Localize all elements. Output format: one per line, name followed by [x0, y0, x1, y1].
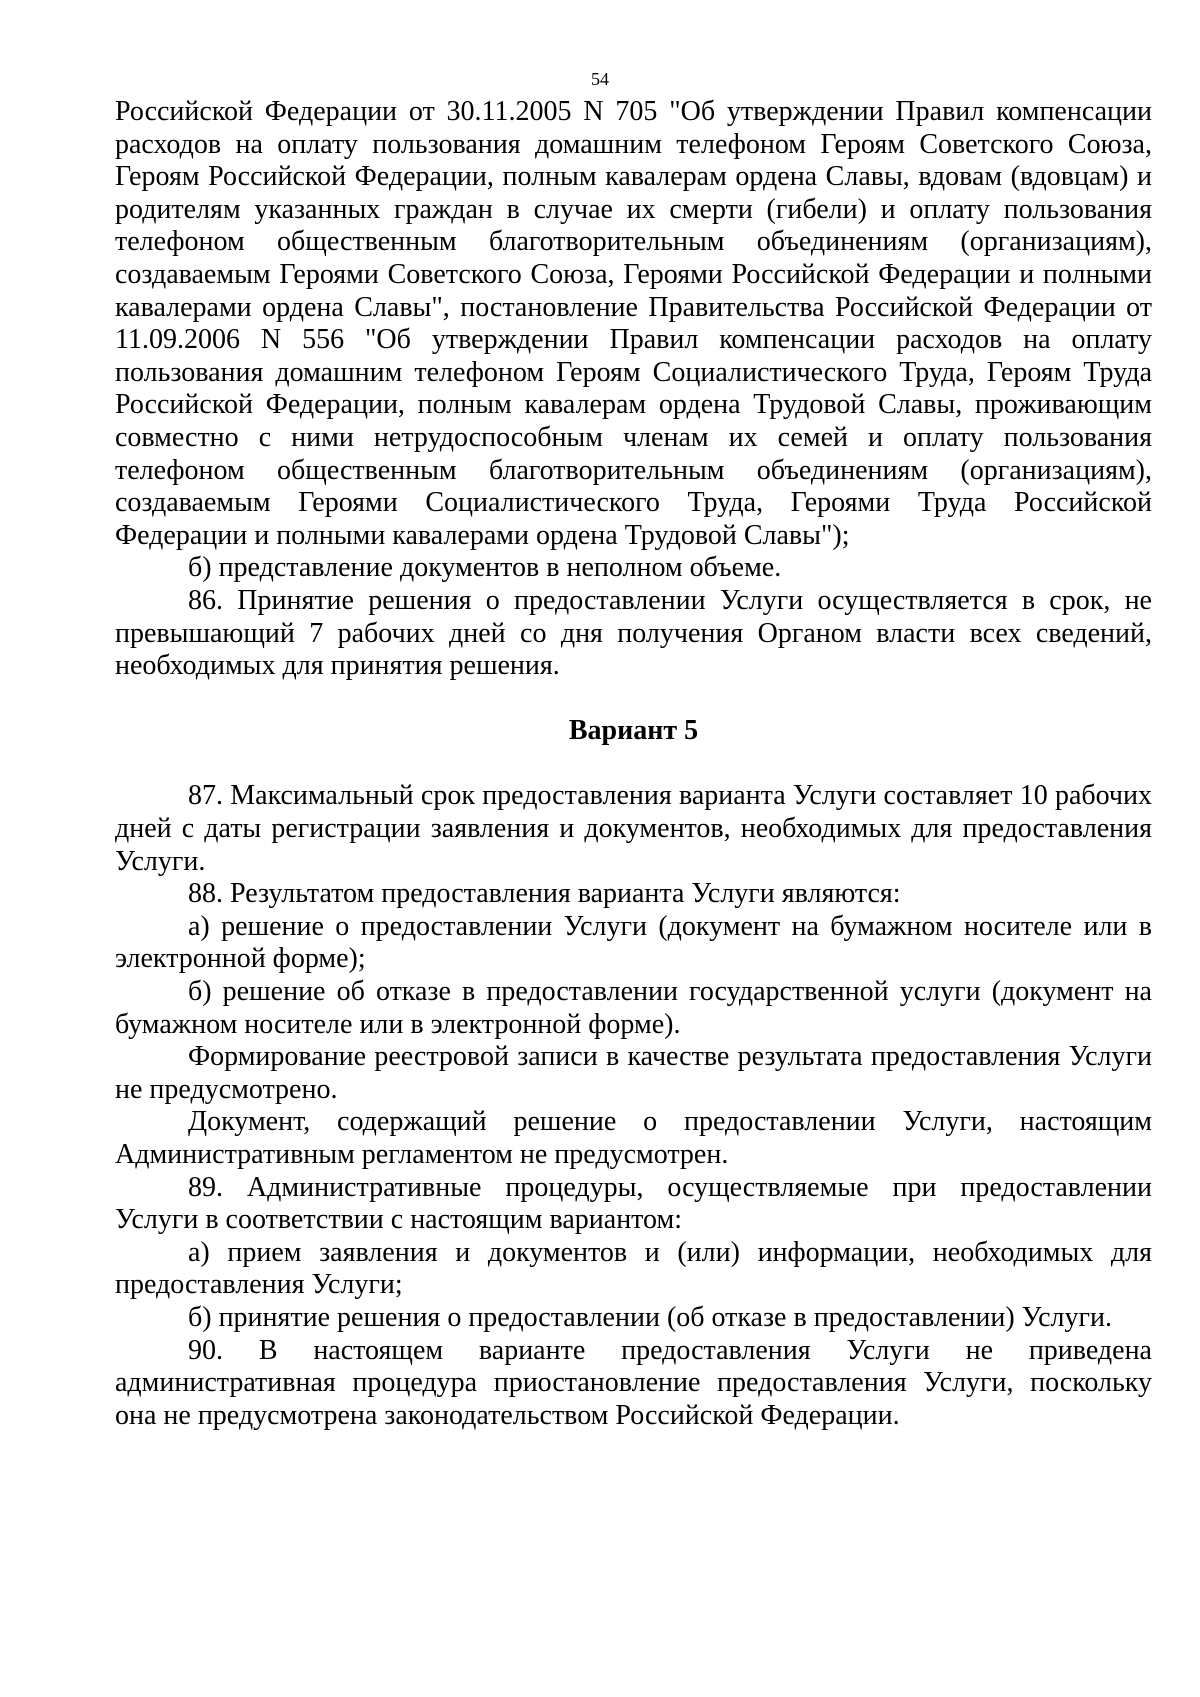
- section-heading-variant-5: Вариант 5: [568, 715, 699, 747]
- paragraph-90: 90. В настоящем варианте предоставления Услуги не приведена административная процедура приостановление предоставления Услуги, поскольку она не предусмотрена законодательством Российской Федерации.: [115, 1334, 1152, 1431]
- paragraph-b-incomplete-documents: б) представление документов в неполном объеме.: [188, 552, 782, 584]
- paragraph-87: 87. Максимальный срок предоставления варианта Услуги составляет 10 рабочих дней с даты регистрации заявления и документов, необходимых для предоставления Услуги.: [115, 780, 1152, 877]
- paragraph-88: 88. Результатом предоставления варианта Услуги являются:: [188, 878, 901, 910]
- paragraph-registry-record: Формирование реестровой записи в качестве результата предоставления Услуги не предусмотрено.: [115, 1041, 1152, 1105]
- paragraph-89-b: б) принятие решения о предоставлении (об отказе в предоставлении) Услуги.: [188, 1301, 1112, 1333]
- document-body: [115, 96, 1152, 1432]
- paragraph-89: 89. Административные процедуры, осуществляемые при предоставлении Услуги в соответствии с настоящим вариантом:: [115, 1171, 1152, 1236]
- paragraph-decision-document: Документ, содержащий решение о предоставлении Услуги, настоящим Административным регламентом не предусмотрен.: [115, 1106, 1152, 1170]
- paragraph-88-b: б) решение об отказе в предоставлении государственной услуги (документ на бумажном носителе или в электронной форме).: [115, 976, 1152, 1040]
- paragraph-86: 86. Принятие решения о предоставлении Услуги осуществляется в срок, не превышающий 7 рабочих дней со дня получения Органом власти всех сведений, необходимых для принятия решения.: [115, 584, 1152, 682]
- page-number: 54: [591, 69, 609, 89]
- paragraph-88-a: а) решение о предоставлении Услуги (документ на бумажном носителе или в электронной форме);: [115, 910, 1152, 975]
- paragraph-continuation: Российской Федерации от 30.11.2005 N 705 "Об утверждении Правил компенсации расходов на оплату пользования домашним телефоном Героям Советского Союза, Героям Российской Федерации, полным кавалерам ордена Славы, вдовам (вдовцам) и родителям указанных граждан в случае их смерти (гибели) и оплату пользования телефоном общественным благотворительным объединениям (организациям), создаваемым Героями Советского Союза, Героями Российской Федерации и полными кавалерами ордена Славы", постановление Правительства Российской Федерации от 11.09.2006 N 556 "Об утверждении Правил компенсации расходов на оплату пользования домашним телефоном Героям Социалистического Труда, Героям Труда Российской Федерации, полным кавалерам ордена Трудовой Славы, проживающим совместно с ними нетрудоспособным членам их семей и оплату пользования телефоном общественным благотворительным объединениям (организациям), создаваемым Героями Социалистического Труда, Героями Труда Российской Федерации и полными кавалерами ордена Трудовой Славы");: [115, 96, 1152, 551]
- paragraph-89-a: а) прием заявления и документов и (или) информации, необходимых для предоставления Услуги;: [115, 1236, 1152, 1301]
